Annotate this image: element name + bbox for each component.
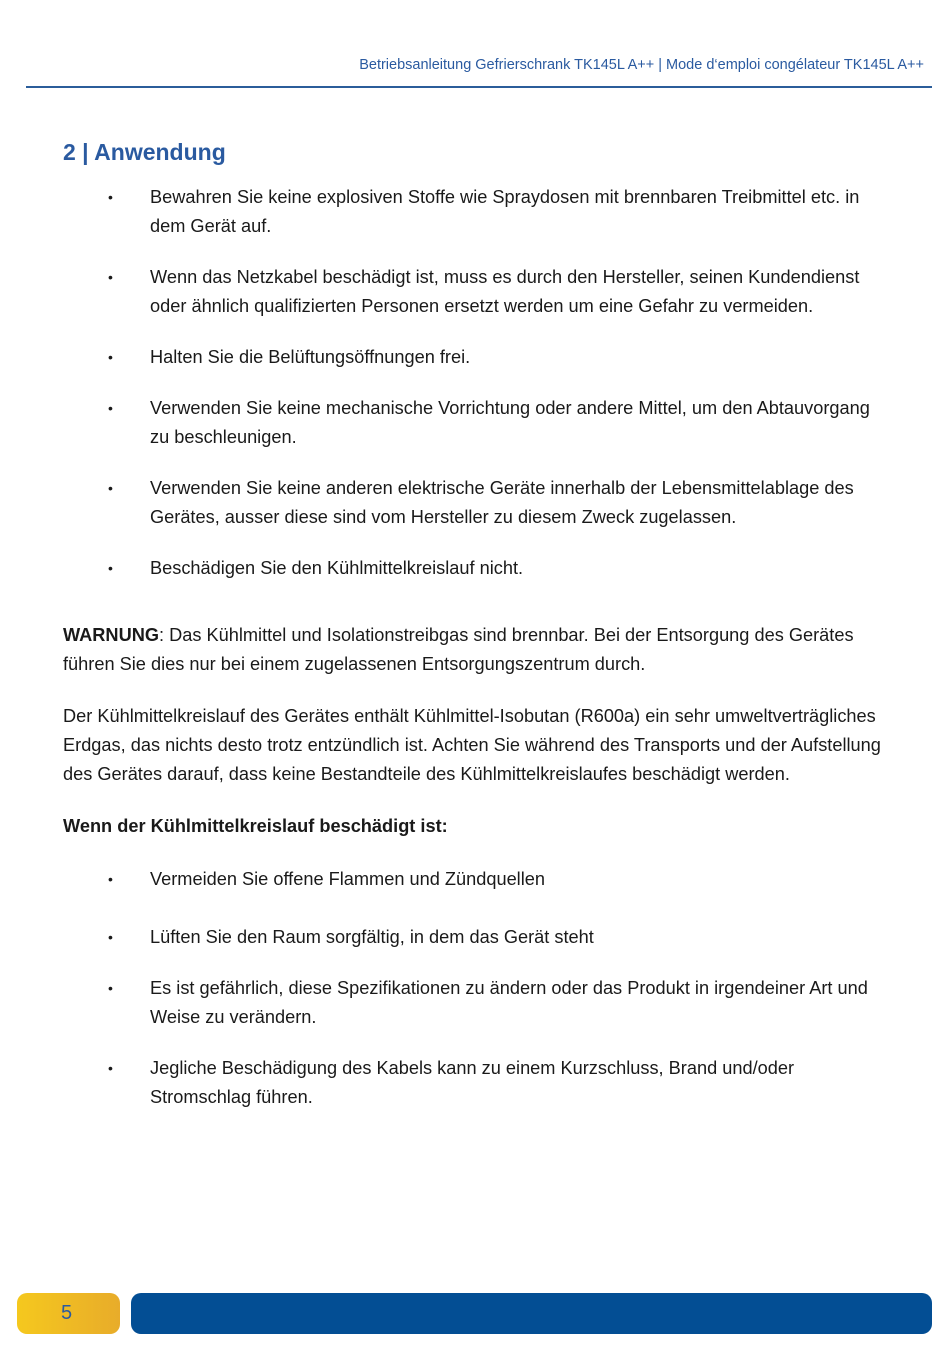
- bullet-icon: •: [108, 480, 113, 496]
- list-item: [63, 474, 890, 532]
- page-content: [63, 183, 890, 1112]
- bullet-icon: •: [108, 269, 113, 285]
- list-item: [63, 865, 890, 894]
- list-item: [63, 974, 890, 1032]
- bullet-icon: •: [108, 349, 113, 365]
- list-item: [63, 343, 890, 372]
- bullet-icon: •: [108, 560, 113, 576]
- list-item-text: Beschädigen Sie den Kühlmittelkreislauf nicht.: [150, 558, 524, 578]
- section-title: 2 | Anwendung: [63, 139, 226, 165]
- list-item: [63, 923, 890, 952]
- circuit-damage-heading: Wenn der Kühlmittelkreislauf beschädigt ist:: [63, 816, 448, 836]
- list-item: [63, 1054, 890, 1112]
- list-item: [63, 183, 890, 241]
- circuit-damage-bullet-list: [63, 865, 890, 1112]
- list-item: [63, 394, 890, 452]
- warning-text: : Das Kühlmittel und Isolationstreibgas sind brennbar. Bei der Entsorgung des Gerätes führen Sie dies nur bei einem zugelassenen Entsorgungszentrum durch.: [63, 625, 854, 674]
- bullet-icon: •: [108, 189, 113, 205]
- bullet-icon: •: [108, 980, 113, 996]
- warning-paragraph: [63, 621, 890, 679]
- list-item-text: Lüften Sie den Raum sorgfältig, in dem das Gerät steht: [150, 927, 594, 947]
- list-item-text: Verwenden Sie keine anderen elektrische Geräte innerhalb der Lebensmittelablage des Gerätes, ausser diese sind vom Hersteller zu diesem Zweck zugelassen.: [150, 478, 854, 527]
- list-item-text: Es ist gefährlich, diese Spezifikationen zu ändern oder das Produkt in irgendeiner Art und Weise zu verändern.: [150, 978, 868, 1027]
- list-item-text: Vermeiden Sie offene Flammen und Zündquellen: [150, 869, 545, 889]
- bullet-icon: •: [108, 871, 113, 887]
- document-header-title: Betriebsanleitung Gefrierschrank TK145L A++ | Mode d‘emploi congélateur TK145L A++: [359, 57, 924, 73]
- page-number: 5: [17, 1293, 120, 1334]
- isobutan-paragraph: Der Kühlmittelkreislauf des Gerätes enthält Kühlmittel-Isobutan (R600a) ein sehr umweltverträgliches Erdgas, das nichts desto trotz entzündlich ist. Achten Sie während des Transports und der Aufstellung des Gerätes darauf, dass keine Bestandteile des Kühlmittelkreislaufes beschädigt werden.: [63, 706, 881, 784]
- list-item-text: Bewahren Sie keine explosiven Stoffe wie Spraydosen mit brennbaren Treibmittel etc. in dem Gerät auf.: [150, 187, 860, 236]
- list-item-text: Halten Sie die Belüftungsöffnungen frei.: [150, 347, 471, 367]
- list-item-text: Jegliche Beschädigung des Kabels kann zu einem Kurzschluss, Brand und/oder Stromschlag führen.: [150, 1058, 795, 1107]
- safety-bullet-list: [63, 183, 890, 583]
- list-item-text: Verwenden Sie keine mechanische Vorrichtung oder andere Mittel, um den Abtauvorgang zu beschleunigen.: [150, 398, 870, 447]
- bullet-icon: •: [108, 1060, 113, 1076]
- bullet-icon: •: [108, 929, 113, 945]
- list-item: [63, 554, 890, 583]
- list-item: [63, 263, 890, 321]
- header-divider: [26, 86, 932, 88]
- footer-bar: [131, 1293, 932, 1334]
- bullet-icon: •: [108, 400, 113, 416]
- list-item-text: Wenn das Netzkabel beschädigt ist, muss es durch den Hersteller, seinen Kundendienst oder ähnlich qualifizierten Personen ersetzt werden um eine Gefahr zu vermeiden.: [150, 267, 860, 316]
- warning-label: WARNUNG: [63, 625, 159, 645]
